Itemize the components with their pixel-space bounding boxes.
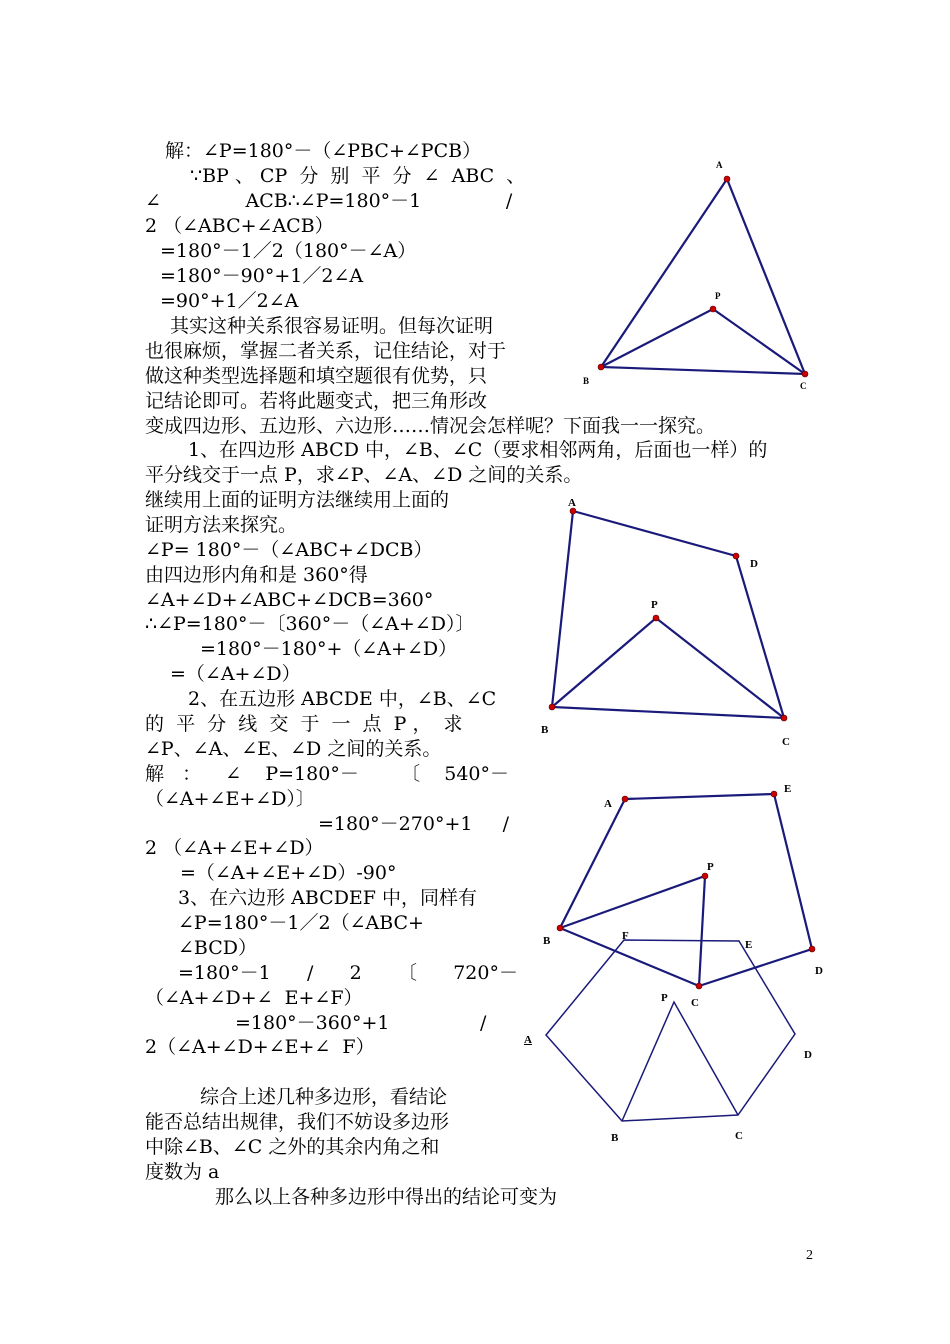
pentagon-abcde — [560, 794, 812, 986]
text-line: 2（∠A+∠D+∠E+∠ F） — [145, 1036, 375, 1058]
text-line: 综合上述几种多边形，看结论 — [200, 1086, 448, 1108]
vertex-label: C — [800, 381, 807, 391]
text-line: 解 ： ∠ P=180°－ 〔 540°－ — [145, 763, 510, 785]
text-line: 度数为 a — [145, 1161, 220, 1183]
vertex-label: B — [611, 1132, 619, 1144]
vertex-label: D — [804, 1049, 812, 1061]
text-line: =180°－1／2（180°－∠A） — [160, 240, 417, 262]
vertex-label: B — [583, 376, 590, 386]
page-number: 2 — [806, 1248, 813, 1263]
text-line: 也很麻烦，掌握二者关系，记住结论，对于 — [145, 340, 507, 362]
text-line: ∠ ACB∴∠P=180°－1 / — [145, 190, 513, 212]
triangle-abc — [601, 179, 805, 374]
text-line: =90°+1／2∠A — [160, 290, 299, 312]
vertex-dot — [802, 371, 808, 377]
text-line: 由四边形内角和是 360°得 — [145, 564, 368, 586]
text-line: 2、在五边形 ABCDE 中，∠B、∠C — [188, 688, 497, 710]
text-line: =（∠A+∠E+∠D）-90° — [180, 862, 397, 884]
text-line: ∠BCD） — [178, 937, 258, 959]
vertex-label: A — [716, 160, 723, 170]
vertex-label: C — [735, 1130, 743, 1142]
triangle-figure — [601, 179, 805, 374]
vertex-label: P — [661, 992, 668, 1004]
vertex-dot — [710, 306, 716, 312]
vertex-label: B — [541, 724, 549, 736]
text-line: 做这种类型选择题和填空题很有优势，只 — [145, 365, 488, 387]
vertex-dot — [622, 796, 628, 802]
bisector-bp-cp — [622, 1002, 738, 1121]
vertex-label: A — [604, 798, 612, 810]
text-line: 中除∠B、∠C 之外的其余内角之和 — [145, 1136, 440, 1158]
text-line: 那么以上各种多边形中得出的结论可变为 — [215, 1186, 558, 1208]
vertex-label: A — [524, 1034, 532, 1046]
vertex-dot — [809, 946, 815, 952]
vertex-dot — [771, 791, 777, 797]
text-line: 2 （∠ABC+∠ACB） — [145, 215, 334, 237]
text-line: ∠A+∠D+∠ABC+∠DCB=360° — [145, 589, 434, 611]
text-line: =180°－1 / 2 〔 720°－ — [178, 962, 518, 984]
vertex-dot — [557, 925, 563, 931]
vertex-dot — [724, 176, 730, 182]
text-line: =（∠A+∠D） — [170, 663, 301, 685]
text-line: 能否总结出规律，我们不妨设多边形 — [145, 1111, 450, 1133]
vertex-dot — [598, 364, 604, 370]
text-line: 记结论即可。若将此题变式，把三角形改 — [145, 390, 488, 412]
text-line: =180°－90°+1／2∠A — [160, 265, 364, 287]
text-line: 3、在六边形 ABCDEF 中，同样有 — [178, 887, 478, 909]
text-line: ∠P=180°－1／2（∠ABC+ — [178, 912, 424, 934]
vertex-label: C — [691, 997, 699, 1009]
text-line: ∵BP 、 CP 分 别 平 分 ∠ ABC 、 — [190, 165, 526, 187]
text-line: 其实这种关系很容易证明。但每次证明 — [170, 315, 494, 337]
text-line: ∴∠P=180°－〔360°－（∠A+∠D）〕 — [145, 613, 475, 635]
vertex-label: D — [815, 965, 823, 977]
vertex-label: E — [745, 939, 753, 951]
text-line: 继续用上面的证明方法继续用上面的 — [145, 489, 450, 511]
vertex-label: E — [784, 783, 792, 795]
text-line: =180°－360°+1 / — [235, 1012, 487, 1034]
quadrilateral-figure — [552, 511, 784, 718]
vertex-label: P — [707, 861, 714, 873]
bisector-bp-cp — [552, 618, 784, 718]
text-line: ∠P、∠A、∠E、∠D 之间的关系。 — [145, 738, 442, 760]
vertex-label: A — [568, 497, 576, 509]
text-line: =180°－180°+（∠A+∠D） — [200, 638, 458, 660]
vertex-dot — [702, 873, 708, 879]
vertex-label: P — [715, 291, 721, 301]
vertex-dot — [733, 553, 739, 559]
vertex-label: B — [543, 935, 551, 947]
vertex-dot — [653, 615, 659, 621]
pentagon-figure — [560, 794, 812, 986]
vertex-label: D — [750, 558, 758, 570]
vertex-label: F — [622, 930, 629, 942]
bisector-bp-cp — [601, 309, 805, 374]
text-line: （∠A+∠D+∠ E+∠F） — [145, 987, 363, 1009]
text-line: 证明方法来探究。 — [145, 514, 298, 536]
text-line: 1、在四边形 ABCD 中，∠B、∠C（要求相邻两角，后面也一样）的 — [188, 439, 768, 461]
text-line: 2 （∠A+∠E+∠D） — [145, 837, 324, 859]
text-line: =180°－270°+1 / — [318, 813, 510, 835]
vertex-label: C — [782, 736, 790, 748]
quadrilateral-abcd — [552, 511, 784, 718]
text-line: 变成四边形、五边形、六边形……情况会怎样呢？下面我一一探究。 — [145, 415, 716, 437]
vertex-dot — [781, 715, 787, 721]
text-line: 的 平 分 线 交 于 一 点 P ， 求 — [145, 713, 463, 735]
vertex-dot — [549, 704, 555, 710]
text-line: （∠A+∠E+∠D）〕 — [145, 788, 315, 810]
text-line: ∠P= 180°－（∠ABC+∠DCB） — [145, 539, 433, 561]
text-line: 平分线交于一点 P，求∠P、∠A、∠D 之间的关系。 — [145, 464, 583, 486]
bisector-bp-cp — [560, 876, 705, 986]
text-line: 解：∠P=180°－（∠PBC+∠PCB） — [165, 140, 482, 162]
vertex-label: P — [651, 599, 658, 611]
vertex-dot — [696, 983, 702, 989]
